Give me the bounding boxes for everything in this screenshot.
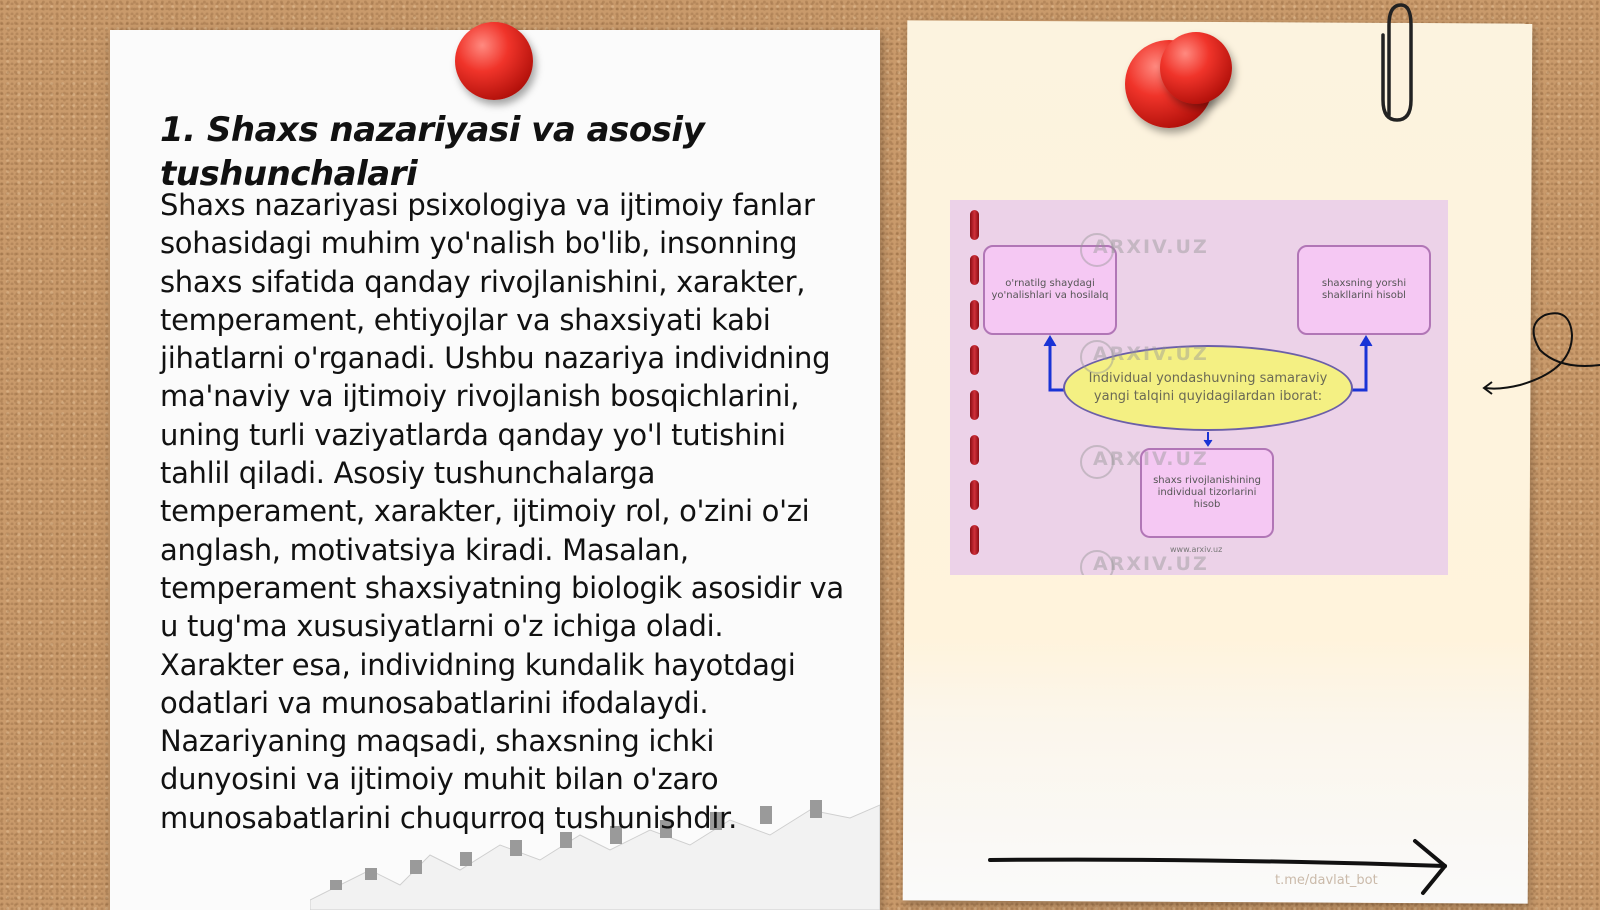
footer-handle: t.me/davlat_bot — [1275, 873, 1378, 888]
watermark-text: ARXIV.UZ — [1093, 448, 1209, 470]
diagram-box-left: o'rnatilg shaydagi yo'nalishlari va hosilalq — [983, 245, 1117, 335]
diagram-image — [950, 200, 1448, 575]
squiggle-arrow-icon — [1480, 310, 1600, 410]
watermark-text: ARXIV.UZ — [1093, 343, 1209, 365]
diagram-box-bottom: shaxs rivojlanishining individual tizorlarini hisob — [1140, 448, 1274, 538]
slide-title: 1. Shaxs nazariyasi va asosiy tushunchalari — [160, 110, 705, 194]
watermark-text: ARXIV.UZ — [1093, 553, 1209, 575]
diagram-site-url: www.arxiv.uz — [1170, 545, 1223, 554]
watermark-text: ARXIV.UZ — [1093, 236, 1209, 258]
paperclip-icon — [1375, 0, 1415, 125]
pushpin-icon — [455, 22, 533, 100]
pushpin-icon — [1160, 32, 1232, 104]
slide-body-text: Shaxs nazariyasi psixologiya va ijtimoiy fanlar sohasidagi muhim yo'nalish bo'lib, insonning shaxs sifatida qanday rivojlanishini, xarakter, temperament, ehtiyojlar va shaxsiyati kabi jihatlarni o'rganadi. Ushbu nazariya individning ma'naviy va ijtimoiy rivojlanish bosqichlarini, uning turli vaziyatlarda qanday yo'l tutishini tahlil qiladi. Asosiy tushunchalarga temperament, xarakter, ijtimoiy rol, o'zini o'zi anglash, motivatsiya kiradi. Masalan, temperament shaxsiyatning biologik asosidir va u tug'ma xususiyatlarni o'z ichiga oladi. Xarakter esa, individning kundalik hayotdagi odatlari va munosabatlarini ifodalaydi. Nazariyaning maqsadi, shaxsning ichki dunyosini va ijtimoiy muhit bilan o'zaro munosabatlarini chuqurroq tushunishdir. — [160, 188, 844, 835]
arrow-right-icon — [985, 838, 1455, 898]
diagram-center-ellipse: Individual yondashuvning samaraviy yangi talqini quyidagilardan iborat: — [1063, 345, 1353, 431]
diagram-box-right: shaxsning yorshi shakllarini hisobl — [1297, 245, 1431, 335]
